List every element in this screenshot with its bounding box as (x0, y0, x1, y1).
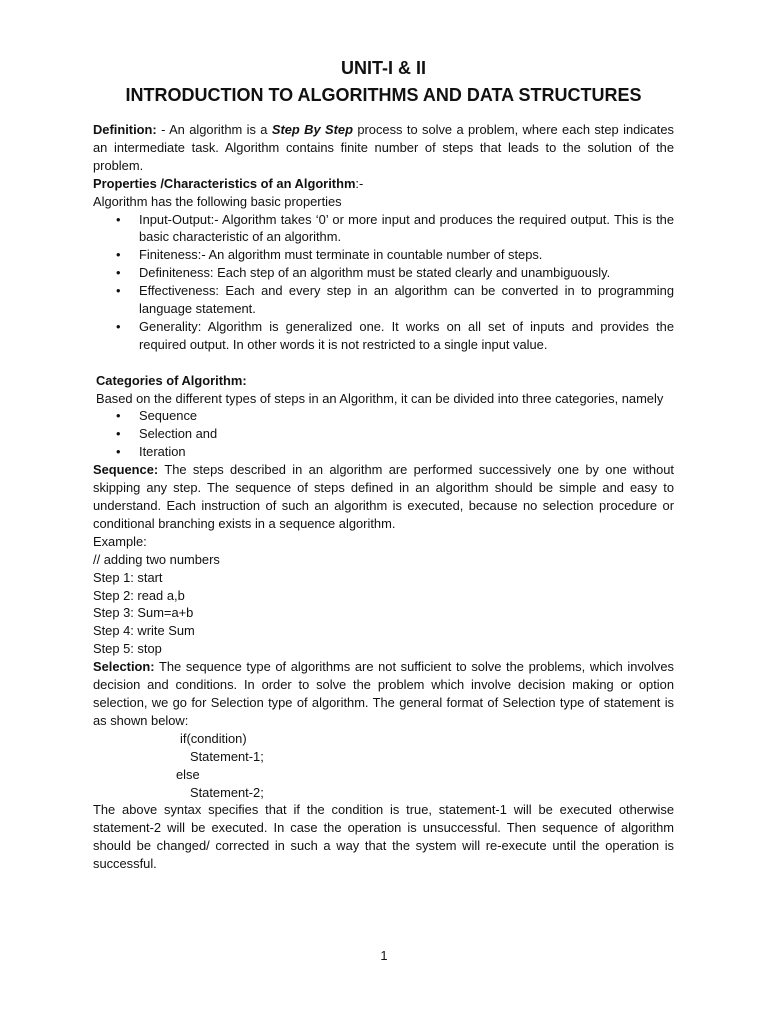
list-item (93, 282, 674, 318)
bullet-icon: • (116, 265, 121, 281)
code-else-line: else (176, 766, 200, 782)
sequence-paragraph (93, 461, 674, 533)
list-item (93, 425, 674, 443)
sequence-example (93, 533, 674, 658)
page-number: 1 (380, 948, 388, 963)
selection-label: Selection: (93, 659, 155, 675)
example-line: Step 1: start (93, 569, 163, 585)
categories-list (93, 407, 674, 461)
selection-closing-paragraph: The above syntax specifies that if the condition is true, statement-1 will be executed otherwise statement-2 will be executed. In case the operation is unsuccessful. Then sequence of algorithm should be changed/ corrected in such a way that the system will re-execute until the operation is successful. (93, 802, 674, 872)
categories-heading (93, 372, 674, 390)
properties-heading-suffix: :- (355, 175, 364, 191)
list-item-text: Effectiveness: Each and every step in an algorithm can be converted in to programming language statement. (139, 283, 674, 317)
bullet-icon: • (116, 247, 121, 263)
list-item-text: Sequence (139, 408, 198, 424)
list-item (93, 264, 674, 282)
code-statement-1: Statement-1; (190, 748, 264, 764)
properties-heading (93, 175, 674, 193)
list-item-text: Input-Output:- Algorithm takes ‘0’ or more input and produces the required output. This is the basic characteristic of an algorithm. (139, 211, 674, 245)
properties-list (93, 211, 674, 354)
categories-intro: Based on the different types of steps in an Algorithm, it can be divided into three categories, namely (96, 390, 664, 406)
title-block (93, 55, 674, 109)
unit-heading: UNIT-I & II (341, 58, 426, 78)
list-item (93, 211, 674, 247)
code-statement-2: Statement-2; (190, 784, 264, 800)
properties-intro: Algorithm has the following basic properties (93, 193, 342, 209)
list-item-text: Generality: Algorithm is generalized one. It works on all set of inputs and provides the required output. In other words it is not restricted to a single input value. (139, 318, 674, 352)
example-line: Step 4: write Sum (93, 623, 195, 639)
definition-text-before: - An algorithm is a (156, 122, 272, 137)
example-line: Example: (93, 533, 147, 549)
list-item (93, 443, 674, 461)
sequence-text: The steps described in an algorithm are performed successively one by one without skipping any step. The sequence of steps defined in an algorithm should be simple and easy to understand. Each instruction of such an algorithm is executed, because no selection procedure or conditional branching exists in a sequence algorithm. (93, 462, 674, 531)
list-item-text: Selection and (139, 426, 218, 442)
categories-heading-text: Categories of Algorithm: (96, 372, 247, 388)
bullet-icon: • (116, 426, 121, 442)
code-if-line: if(condition) (180, 730, 247, 746)
selection-paragraph (93, 658, 674, 730)
properties-heading-text: Properties /Characteristics of an Algorithm (93, 175, 356, 191)
definition-paragraph (93, 121, 674, 175)
bullet-icon: • (116, 318, 121, 334)
list-item-text: Finiteness:- An algorithm must terminate in countable number of steps. (139, 247, 543, 263)
page-title: INTRODUCTION TO ALGORITHMS AND DATA STRUCTURES (125, 85, 642, 105)
list-item-text: Iteration (139, 444, 186, 460)
example-line: Step 3: Sum=a+b (93, 605, 194, 621)
spacer (93, 354, 674, 372)
bullet-icon: • (116, 408, 121, 424)
bullet-icon: • (116, 211, 121, 227)
example-line: // adding two numbers (93, 551, 220, 567)
example-line: Step 5: stop (93, 641, 162, 657)
bullet-icon: • (116, 283, 121, 299)
definition-text-after: process to solve a problem, where each step indicates an intermediate task. Algorithm contains finite number of steps that leads to the solution of the problem. (93, 122, 674, 173)
list-item-text: Definiteness: Each step of an algorithm must be stated clearly and unambiguously. (139, 265, 611, 281)
bullet-icon: • (116, 444, 121, 460)
selection-text: The sequence type of algorithms are not sufficient to solve the problems, which involves decision and conditions. In order to solve the problem which involve decision making or option selection, we go for Selection type of algorithm. The general format of Selection type of statement is as shown below: (93, 659, 674, 728)
sequence-label: Sequence: (93, 462, 159, 478)
selection-syntax (93, 730, 674, 802)
list-item (93, 318, 674, 354)
definition-emphasis: Step By Step (271, 122, 353, 137)
list-item (93, 407, 674, 425)
example-line: Step 2: read a,b (93, 587, 185, 603)
list-item (93, 246, 674, 264)
definition-label: Definition: (93, 122, 157, 137)
